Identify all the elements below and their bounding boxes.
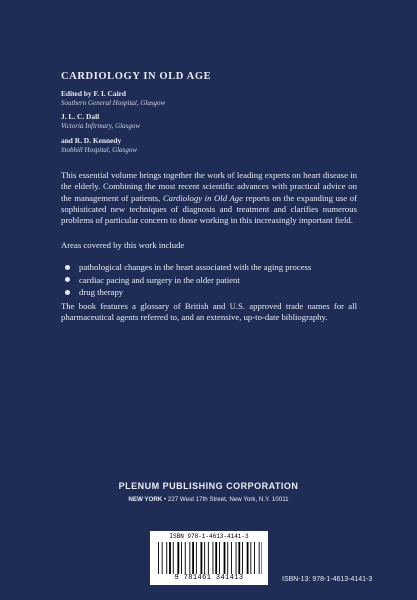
book-title: CARDIOLOGY IN OLD AGE bbox=[61, 71, 212, 82]
isbn-label: ISBN 978-1-4613-4141-3 bbox=[169, 533, 249, 540]
publisher-name: PLENUM PUBLISHING CORPORATION bbox=[118, 481, 299, 491]
publisher-city: NEW YORK bbox=[128, 496, 163, 503]
editor-3-affiliation: Stobhill Hospital, Glasgow bbox=[61, 146, 138, 154]
description-paragraph bbox=[61, 170, 357, 226]
publisher-address bbox=[0, 496, 417, 503]
barcode-digits: 9 781461 341413 bbox=[174, 574, 244, 582]
editor-1-affiliation: Southern General Hospital, Glasgow bbox=[61, 99, 166, 107]
description-part-1: This essential volume brings together the work of leading experts on heart disease in the elderly. Combining the most recent scientific advances with practical advice on the management of patients, bbox=[61, 170, 357, 203]
glossary-paragraph: The book features a glossary of British and U.S. approved trade names for all pharmaceutical agents referred to, and an extensive, up-to-date bibliography. bbox=[61, 301, 357, 323]
publisher-street: • 227 West 17th Street, New York, N.Y. 10011 bbox=[162, 496, 289, 503]
description-part-2: reports on the expanding use of sophisticated new techniques of diagnosis and treatment and clarifies numerous problems of particular concern to those working in this increasingly important field. bbox=[61, 192, 357, 226]
area-label: pathological changes in the heart associated with the aging process bbox=[79, 262, 312, 272]
barcode-bars bbox=[158, 542, 262, 574]
bullet-icon bbox=[65, 265, 70, 270]
area-label: drug therapy bbox=[79, 287, 124, 297]
editor-1-name: Edited by F. I. Caird bbox=[61, 89, 127, 98]
list-item bbox=[61, 274, 361, 287]
bullet-icon bbox=[65, 277, 70, 282]
bullet-icon bbox=[65, 290, 70, 295]
editor-3-name: and R. D. Kennedy bbox=[61, 136, 122, 145]
areas-list bbox=[61, 261, 361, 299]
area-label: cardiac pacing and surgery in the older patient bbox=[79, 274, 240, 285]
editor-2-affiliation: Victoria Infirmary, Glasgow bbox=[61, 122, 141, 130]
editor-2-name: J. L. C. Dall bbox=[61, 112, 100, 121]
list-item bbox=[61, 286, 361, 299]
list-item bbox=[61, 261, 361, 274]
isbn13-label: ISBN-13: 978-1-4613-4141-3 bbox=[282, 576, 373, 583]
description-book-title: Cardiology in Old Age bbox=[162, 192, 243, 203]
areas-intro: Areas covered by this work include bbox=[61, 240, 185, 250]
barcode bbox=[150, 531, 268, 585]
